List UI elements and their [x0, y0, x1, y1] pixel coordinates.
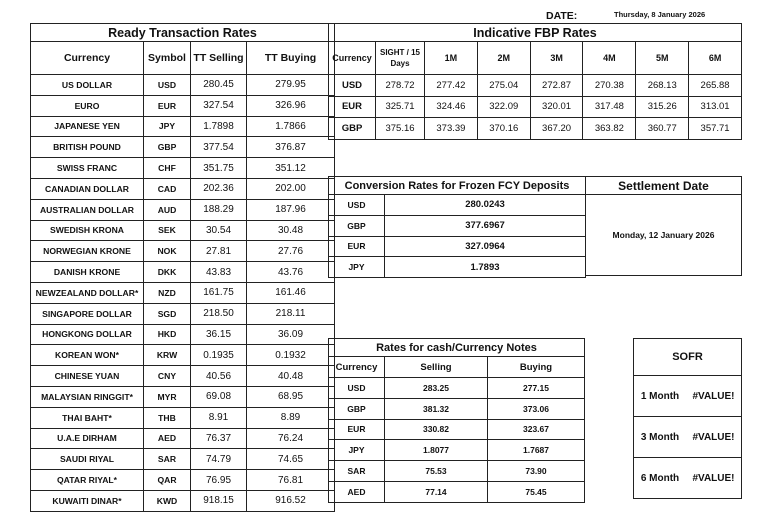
tt-buying: 40.48: [247, 366, 335, 387]
fbp-rate: 275.04: [477, 75, 530, 97]
date-value: Thursday, 8 January 2026: [614, 10, 706, 19]
currency-symbol: CAD: [144, 178, 191, 199]
ready-title: Ready Transaction Rates: [31, 24, 335, 42]
cash-buying: 277.15: [488, 378, 585, 399]
fbp-rate: 313.01: [689, 96, 742, 118]
table-row: [634, 458, 742, 499]
currency-symbol: GBP: [144, 137, 191, 158]
table-row: [31, 95, 335, 116]
cash-currency: SAR: [329, 461, 385, 482]
currency-name: CHINESE YUAN: [31, 366, 144, 387]
currency-name: HONGKONG DOLLAR: [31, 324, 144, 345]
sofr-value: #VALUE!: [686, 376, 742, 417]
fbp-rate: 322.09: [477, 96, 530, 118]
currency-symbol: USD: [144, 75, 191, 96]
cash-currency: USD: [329, 378, 385, 399]
currency-symbol: KRW: [144, 345, 191, 366]
settlement-title: Settlement Date: [586, 177, 742, 195]
table-row: [329, 440, 585, 461]
table-row: [329, 75, 742, 97]
fbp-rate: 270.38: [583, 75, 636, 97]
tt-buying: 30.48: [247, 220, 335, 241]
currency-name: JAPANESE YEN: [31, 116, 144, 137]
currency-symbol: NOK: [144, 241, 191, 262]
table-row: [329, 461, 585, 482]
frozen-rate: 1.7893: [385, 257, 586, 278]
cash-title: Rates for cash/Currency Notes: [329, 339, 585, 357]
ready-transaction-rates-table: [30, 23, 335, 512]
currency-name: SWEDISH KRONA: [31, 220, 144, 241]
fbp-rate: 373.39: [425, 118, 478, 140]
table-row: [329, 378, 585, 399]
tt-buying: 8.89: [247, 407, 335, 428]
tt-selling: 27.81: [191, 241, 247, 262]
frozen-rate: 327.0964: [385, 236, 586, 257]
table-row: [31, 282, 335, 303]
table-row: [329, 215, 586, 236]
currency-name: BRITISH POUND: [31, 137, 144, 158]
date-label: DATE:: [546, 10, 578, 22]
currency-name: KOREAN WON*: [31, 345, 144, 366]
cash-body: [329, 378, 585, 503]
currency-name: US DOLLAR: [31, 75, 144, 96]
sofr-tenor: 1 Month: [634, 376, 687, 417]
table-row: [329, 419, 585, 440]
fbp-header-cell: SIGHT / 15 Days: [376, 42, 425, 75]
currency-name: SINGAPORE DOLLAR: [31, 303, 144, 324]
fbp-title: Indicative FBP Rates: [329, 24, 742, 42]
tt-buying: 279.95: [247, 75, 335, 96]
tt-buying: 161.46: [247, 282, 335, 303]
cash-selling: 283.25: [385, 378, 488, 399]
tt-selling: 327.54: [191, 95, 247, 116]
table-row: [31, 407, 335, 428]
ready-header-tt-buying: TT Buying: [247, 42, 335, 75]
frozen-rate: 377.6967: [385, 215, 586, 236]
currency-symbol: HKD: [144, 324, 191, 345]
table-row: [329, 481, 585, 502]
fbp-rate: 315.26: [636, 96, 689, 118]
frozen-currency: USD: [329, 195, 385, 216]
table-row: [31, 303, 335, 324]
tt-selling: 1.7898: [191, 116, 247, 137]
fbp-currency: GBP: [329, 118, 376, 140]
tt-buying: 218.11: [247, 303, 335, 324]
currency-symbol: CNY: [144, 366, 191, 387]
fbp-header-cell: 1M: [425, 42, 478, 75]
tt-selling: 0.1935: [191, 345, 247, 366]
tt-selling: 918.15: [191, 490, 247, 511]
table-row: [31, 75, 335, 96]
tt-buying: 376.87: [247, 137, 335, 158]
currency-name: DANISH KRONE: [31, 262, 144, 283]
fbp-header-cell: 2M: [477, 42, 530, 75]
fbp-header-cell: 5M: [636, 42, 689, 75]
fbp-body: [329, 75, 742, 140]
table-row: [329, 96, 742, 118]
tt-buying: 68.95: [247, 386, 335, 407]
table-row: [31, 324, 335, 345]
tt-selling: 188.29: [191, 199, 247, 220]
currency-name: SAUDI RIYAL: [31, 449, 144, 470]
cash-header-buying: Buying: [488, 357, 585, 378]
table-row: [634, 417, 742, 458]
sofr-value: #VALUE!: [686, 458, 742, 499]
cash-selling: 75.53: [385, 461, 488, 482]
currency-symbol: THB: [144, 407, 191, 428]
table-row: [634, 376, 742, 417]
fbp-rate: 360.77: [636, 118, 689, 140]
fbp-rate: 265.88: [689, 75, 742, 97]
currency-name: NORWEGIAN KRONE: [31, 241, 144, 262]
currency-name: CANADIAN DOLLAR: [31, 178, 144, 199]
table-row: [329, 398, 585, 419]
fbp-header-cell: Currency: [329, 42, 376, 75]
currency-name: NEWZEALAND DOLLAR*: [31, 282, 144, 303]
currency-name: THAI BAHT*: [31, 407, 144, 428]
currency-symbol: AED: [144, 428, 191, 449]
tt-buying: 916.52: [247, 490, 335, 511]
table-row: [31, 220, 335, 241]
table-row: [31, 449, 335, 470]
currency-name: EURO: [31, 95, 144, 116]
tt-buying: 326.96: [247, 95, 335, 116]
currency-symbol: JPY: [144, 116, 191, 137]
frozen-currency: GBP: [329, 215, 385, 236]
tt-buying: 1.7866: [247, 116, 335, 137]
tt-buying: 76.24: [247, 428, 335, 449]
fbp-rate: 367.20: [530, 118, 583, 140]
currency-symbol: NZD: [144, 282, 191, 303]
cash-currency: AED: [329, 481, 385, 502]
currency-symbol: EUR: [144, 95, 191, 116]
tt-selling: 76.95: [191, 470, 247, 491]
tt-buying: 43.76: [247, 262, 335, 283]
cash-buying: 1.7687: [488, 440, 585, 461]
tt-buying: 202.00: [247, 178, 335, 199]
tt-buying: 76.81: [247, 470, 335, 491]
currency-name: SWISS FRANC: [31, 158, 144, 179]
table-row: [31, 178, 335, 199]
frozen-currency: EUR: [329, 236, 385, 257]
sofr-body: [634, 376, 742, 499]
sofr-tenor: 3 Month: [634, 417, 687, 458]
cash-rates-table: [328, 338, 585, 503]
table-row: [31, 241, 335, 262]
currency-symbol: SGD: [144, 303, 191, 324]
currency-symbol: DKK: [144, 262, 191, 283]
currency-name: KUWAITI DINAR*: [31, 490, 144, 511]
table-row: [31, 386, 335, 407]
fbp-rate: 370.16: [477, 118, 530, 140]
table-row: [31, 137, 335, 158]
sofr-table: [633, 338, 742, 499]
table-row: [329, 236, 586, 257]
table-row: [31, 158, 335, 179]
table-row: [31, 345, 335, 366]
tt-buying: 36.09: [247, 324, 335, 345]
frozen-currency: JPY: [329, 257, 385, 278]
currency-name: QATAR RIYAL*: [31, 470, 144, 491]
table-row: [329, 118, 742, 140]
sofr-title: SOFR: [634, 339, 742, 376]
tt-selling: 202.36: [191, 178, 247, 199]
table-row: [31, 199, 335, 220]
currency-symbol: SEK: [144, 220, 191, 241]
ready-body: [31, 75, 335, 512]
fbp-rate: 320.01: [530, 96, 583, 118]
tt-selling: 351.75: [191, 158, 247, 179]
currency-name: U.A.E DIRHAM: [31, 428, 144, 449]
frozen-fcy-table: [328, 176, 586, 278]
table-row: [31, 428, 335, 449]
fbp-rate: 278.72: [376, 75, 425, 97]
tt-selling: 30.54: [191, 220, 247, 241]
currency-symbol: CHF: [144, 158, 191, 179]
fbp-currency: USD: [329, 75, 376, 97]
fbp-rate: 277.42: [425, 75, 478, 97]
fbp-rates-table: [328, 23, 742, 140]
tt-selling: 8.91: [191, 407, 247, 428]
currency-symbol: QAR: [144, 470, 191, 491]
frozen-rate: 280.0243: [385, 195, 586, 216]
frozen-title: Conversion Rates for Frozen FCY Deposits: [329, 177, 586, 195]
table-row: [329, 257, 586, 278]
tt-buying: 74.65: [247, 449, 335, 470]
currency-symbol: SAR: [144, 449, 191, 470]
fbp-rate: 375.16: [376, 118, 425, 140]
currency-name: AUSTRALIAN DOLLAR: [31, 199, 144, 220]
cash-header-currency: Currency: [329, 357, 385, 378]
cash-currency: GBP: [329, 398, 385, 419]
table-row: [31, 366, 335, 387]
cash-header-selling: Selling: [385, 357, 488, 378]
ready-header-currency: Currency: [31, 42, 144, 75]
tt-buying: 0.1932: [247, 345, 335, 366]
tt-selling: 76.37: [191, 428, 247, 449]
fbp-rate: 272.87: [530, 75, 583, 97]
tt-selling: 74.79: [191, 449, 247, 470]
tt-selling: 40.56: [191, 366, 247, 387]
fbp-header-cell: 4M: [583, 42, 636, 75]
ready-header-symbol: Symbol: [144, 42, 191, 75]
fbp-rate: 357.71: [689, 118, 742, 140]
fbp-rate: 317.48: [583, 96, 636, 118]
cash-selling: 330.82: [385, 419, 488, 440]
fbp-header-cell: 6M: [689, 42, 742, 75]
fbp-rate: 363.82: [583, 118, 636, 140]
settlement-date-table: [585, 176, 742, 276]
table-row: [31, 470, 335, 491]
cash-currency: EUR: [329, 419, 385, 440]
cash-currency: JPY: [329, 440, 385, 461]
tt-selling: 218.50: [191, 303, 247, 324]
currency-symbol: AUD: [144, 199, 191, 220]
fbp-header-row: [329, 42, 742, 75]
currency-name: MALAYSIAN RINGGIT*: [31, 386, 144, 407]
cash-selling: 381.32: [385, 398, 488, 419]
fbp-currency: EUR: [329, 96, 376, 118]
cash-buying: 373.06: [488, 398, 585, 419]
frozen-body: [329, 195, 586, 278]
cash-selling: 1.8077: [385, 440, 488, 461]
ready-header-tt-selling: TT Selling: [191, 42, 247, 75]
tt-selling: 43.83: [191, 262, 247, 283]
table-row: [31, 262, 335, 283]
cash-selling: 77.14: [385, 481, 488, 502]
tt-buying: 187.96: [247, 199, 335, 220]
fbp-rate: 324.46: [425, 96, 478, 118]
table-row: [31, 490, 335, 511]
tt-selling: 280.45: [191, 75, 247, 96]
table-row: [31, 116, 335, 137]
currency-symbol: MYR: [144, 386, 191, 407]
sofr-value: #VALUE!: [686, 417, 742, 458]
settlement-value: Monday, 12 January 2026: [586, 195, 742, 276]
fbp-rate: 268.13: [636, 75, 689, 97]
currency-symbol: KWD: [144, 490, 191, 511]
tt-buying: 351.12: [247, 158, 335, 179]
tt-selling: 377.54: [191, 137, 247, 158]
tt-selling: 36.15: [191, 324, 247, 345]
tt-buying: 27.76: [247, 241, 335, 262]
cash-buying: 323.67: [488, 419, 585, 440]
fbp-header-cell: 3M: [530, 42, 583, 75]
cash-buying: 73.90: [488, 461, 585, 482]
cash-buying: 75.45: [488, 481, 585, 502]
sofr-tenor: 6 Month: [634, 458, 687, 499]
tt-selling: 161.75: [191, 282, 247, 303]
fbp-rate: 325.71: [376, 96, 425, 118]
table-row: [329, 195, 586, 216]
tt-selling: 69.08: [191, 386, 247, 407]
